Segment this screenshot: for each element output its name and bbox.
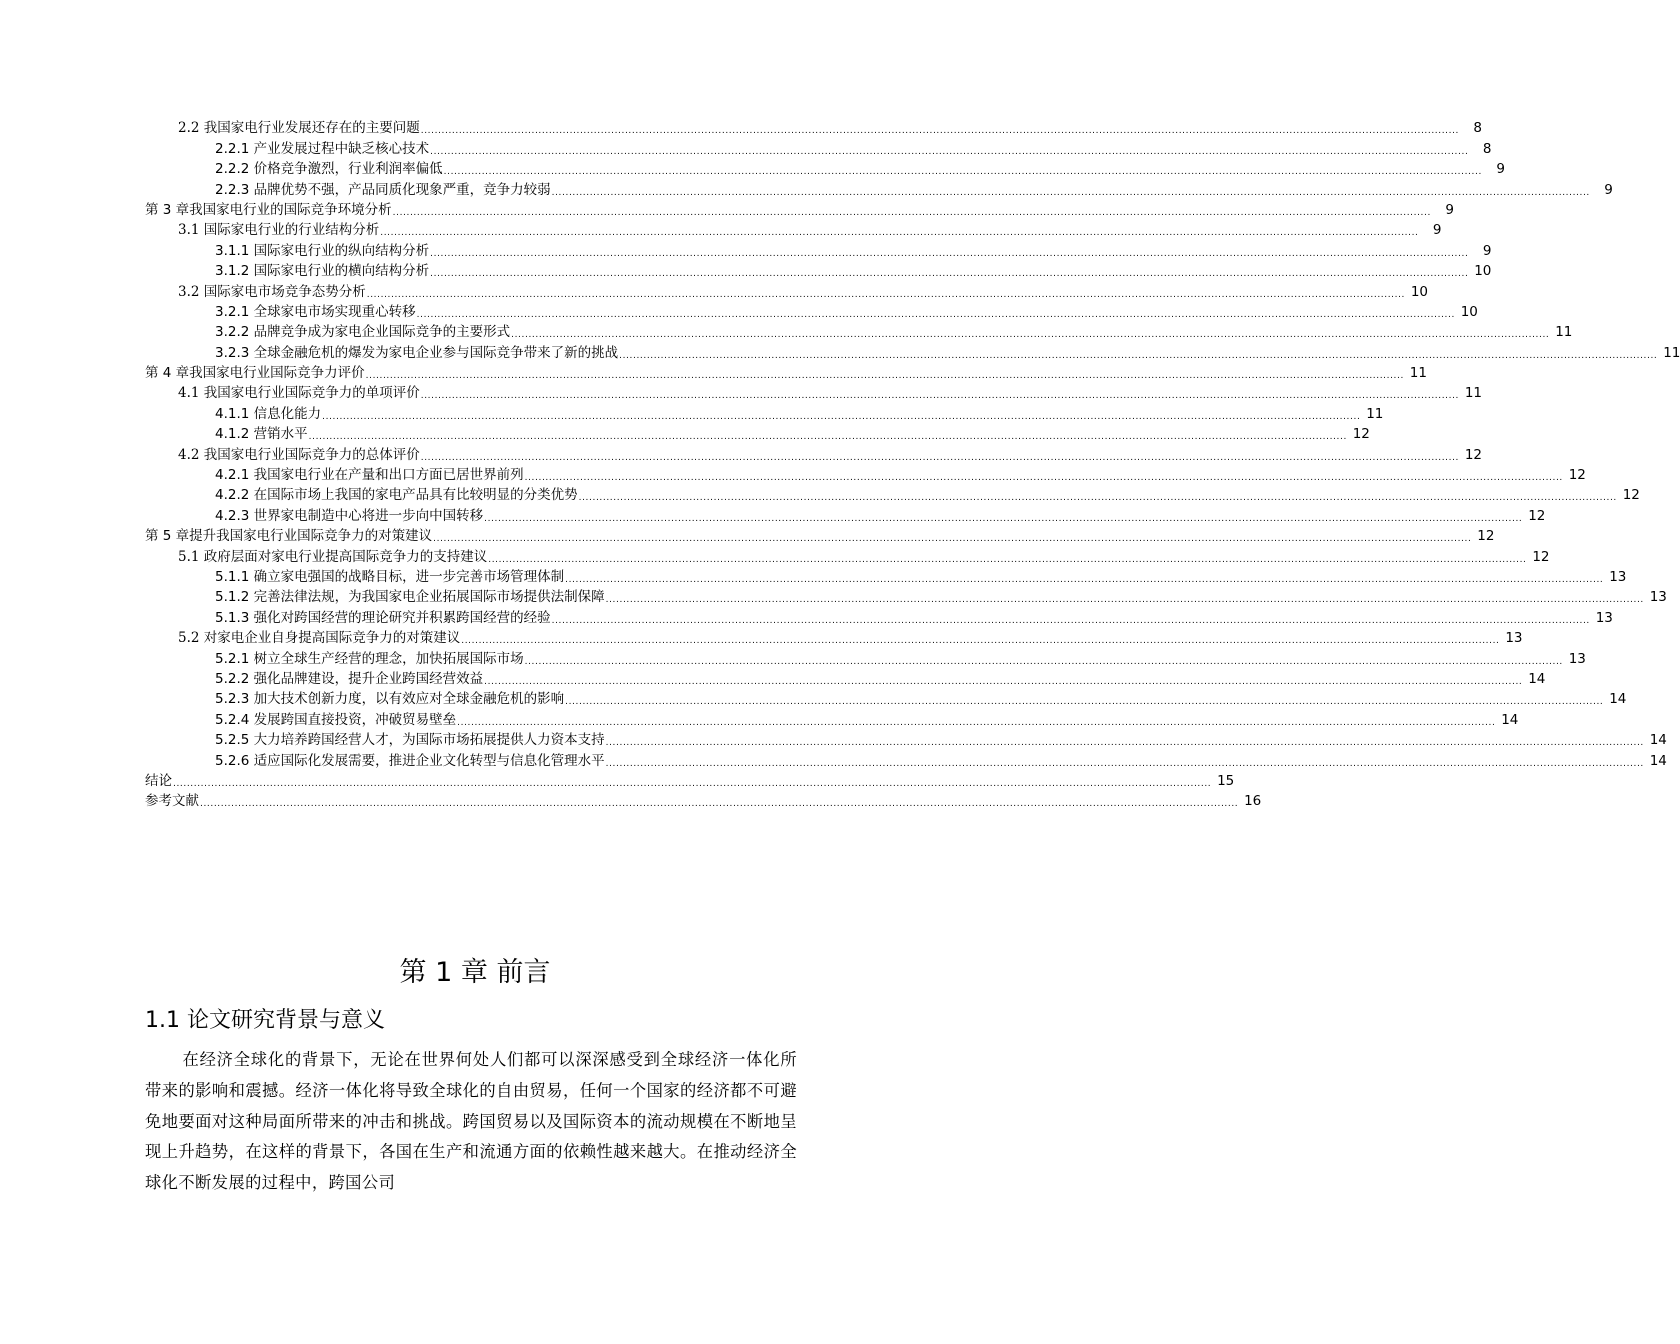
toc-entry[interactable] [145,464,1586,484]
toc-entry-page: 11 [1409,365,1427,382]
toc-entry-title: 5.1.2 完善法律法规，为我国家电企业拓展国际市场提供法制保障 [215,589,605,606]
toc-leader-dots: ............................................................................................................................................................................................................................................................................................................ [433,534,1472,545]
toc-entry-page: 16 [1244,793,1262,810]
toc-entry-page: 12 [1532,548,1550,565]
toc-entry-title: 4.1 我国家电行业国际竞争力的单项评价 [178,385,420,402]
toc-entry-page: 8 [1473,120,1483,137]
toc-entry-title: 5.2.3 加大技术创新力度，以有效应对全球金融危机的影响 [215,691,565,708]
toc-entry-title: 3.2.2 品牌竞争成为家电企业国际竞争的主要形式 [215,324,511,341]
toc-entry-page: 8 [1482,140,1492,157]
chapter-title: 第 1 章 前言 [399,957,551,988]
toc-entry-title: 2.2.2 价格竞争激烈，行业利润率偏低 [215,161,443,178]
toc-leader-dots: ............................................................................................................................................................................................................................................................................................................ [430,248,1469,259]
section-title: 1.1 论文研究背景与意义 [145,1008,385,1033]
toc-entry-title: 5.2.5 大力培养跨国经营人才，为国际市场拓展提供人力资本支持 [215,732,605,749]
toc-entry[interactable] [145,382,1483,402]
toc-leader-dots: ............................................................................................................................................................................................................................................................................................................ [551,187,1590,198]
toc-entry-page: 14 [1528,670,1546,687]
toc-leader-dots: ............................................................................................................................................................................................................................................................................................................ [488,554,1527,565]
toc-entry-page: 13 [1595,609,1613,626]
toc-entry-page: 11 [1663,344,1680,361]
toc-entry-title: 3.2 国际家电市场竞争态势分析 [178,283,366,300]
toc-entry-page: 9 [1604,181,1613,198]
toc-leader-dots: ............................................................................................................................................................................................................................................................................................................ [420,391,1460,402]
toc-entry-page: 13 [1649,589,1667,606]
toc-leader-dots: ............................................................................................................................................................................................................................................................................................................ [565,574,1604,585]
toc-leader-dots: ............................................................................................................................................................................................................................................................................................................ [443,167,1482,178]
toc-entry[interactable] [145,627,1523,647]
toc-entry[interactable] [145,606,1613,626]
toc-entry-title: 3.1.2 国际家电行业的横向结构分析 [215,263,430,280]
toc-entry-title: 5.1 政府层面对家电行业提高国际竞争力的支持建议 [178,548,488,565]
toc-leader-dots: ............................................................................................................................................................................................................................................................................................................ [380,228,1419,239]
toc-entry-page: 14 [1609,691,1627,708]
toc-entry-page: 12 [1528,507,1546,524]
toc-entry[interactable] [145,708,1519,728]
toc-entry-page: 13 [1505,630,1523,647]
toc-entry-title: 5.2.4 发展跨国直接投资，冲破贸易壁垒 [215,711,457,728]
toc-entry-title: 2.2.3 品牌优势不强，产品同质化现象严重，竞争力较弱 [215,181,551,198]
toc-entry[interactable] [145,219,1442,239]
toc-entry-page: 12 [1464,446,1483,463]
toc-leader-dots: ............................................................................................................................................................................................................................................................................................................ [430,146,1469,157]
toc-entry-title: 2.2.1 产业发展过程中缺乏核心技术 [215,140,430,157]
toc-entry[interactable] [145,321,1573,341]
toc-entry[interactable] [145,423,1370,443]
toc-leader-dots: ............................................................................................................................................................................................................................................................................................................ [420,126,1460,137]
toc-entry[interactable] [145,280,1429,300]
toc-entry-page: 12 [1568,467,1586,484]
toc-entry-title: 4.2.2 在国际市场上我国的家电产品具有比较明显的分类优势 [215,487,578,504]
toc-entry-title: 参考文献 [145,793,199,810]
toc-entry[interactable] [145,341,1680,361]
toc-entry[interactable] [145,117,1483,137]
body-paragraph: 在经济全球化的背景下，无论在世界何处人们都可以深深感受到全球经济一体化所带来的影响和震撼。经济一体化将导致全球化的自由贸易，任何一个国家的经济都不可避免地要面对这种局面所带来的冲击和挑战。跨国贸易以及国际资本的流动规模在不断地呈现上升趋势，在这样的背景下，各国在生产和流通方面的依赖性越来越大。在推动经济全球化不断发展的过程中，跨国公司 [145,1050,797,1193]
toc-entry[interactable] [145,239,1492,259]
toc-leader-dots: ............................................................................................................................................................................................................................................................................................................ [484,513,1523,524]
toc-entry[interactable] [145,402,1384,422]
toc-leader-dots: ............................................................................................................................................................................................................................................................................................................ [430,269,1469,280]
toc-entry-page: 10 [1460,303,1478,320]
toc-entry-title: 5.2.6 适应国际化发展需要，推进企业文化转型与信息化管理水平 [215,752,605,769]
table-of-contents [145,117,1680,810]
toc-entry-page: 12 [1352,426,1370,443]
toc-entry[interactable] [145,504,1546,524]
toc-entry-page: 9 [1496,161,1505,178]
toc-leader-dots: ............................................................................................................................................................................................................................................................................................................ [619,350,1658,361]
toc-entry-title: 4.2.1 我国家电行业在产量和出口方面已居世界前列 [215,467,524,484]
toc-entry-page: 14 [1649,732,1667,749]
toc-entry[interactable] [145,668,1546,688]
toc-entry[interactable] [145,260,1492,280]
toc-entry[interactable] [145,137,1492,157]
toc-entry[interactable] [145,647,1586,667]
toc-entry-page: 10 [1474,263,1492,280]
toc-entry[interactable] [145,362,1427,382]
toc-leader-dots: ............................................................................................................................................................................................................................................................................................................ [565,697,1604,708]
toc-leader-dots: ............................................................................................................................................................................................................................................................................................................ [524,656,1563,667]
toc-leader-dots: ............................................................................................................................................................................................................................................................................................................ [392,207,1431,218]
toc-leader-dots: ............................................................................................................................................................................................................................................................................................................ [366,289,1406,300]
toc-entry-title: 4.1.2 营销水平 [215,426,308,443]
toc-leader-dots: ............................................................................................................................................................................................................................................................................................................ [322,411,1361,422]
toc-entry[interactable] [145,688,1627,708]
toc-entry[interactable] [145,790,1262,810]
toc-entry-title: 4.2.3 世界家电制造中心将进一步向中国转移 [215,507,484,524]
toc-entry-title: 5.1.1 确立家电强国的战略目标，进一步完善市场管理体制 [215,568,565,585]
toc-entry-page: 9 [1445,201,1454,218]
toc-entry-title: 4.1.1 信息化能力 [215,405,322,422]
toc-entry-title: 第 4 章我国家电行业国际竞争力评价 [145,365,365,382]
toc-entry-title: 3.2.1 全球家电市场实现重心转移 [215,303,416,320]
toc-leader-dots: ............................................................................................................................................................................................................................................................................................................ [461,636,1500,647]
toc-entry[interactable] [145,301,1478,321]
toc-entry-title: 3.2.3 全球金融危机的爆发为家电企业参与国际竞争带来了新的挑战 [215,344,619,361]
toc-entry[interactable] [145,586,1667,606]
toc-entry-page: 14 [1649,752,1667,769]
toc-entry-page: 10 [1410,283,1429,300]
toc-leader-dots: ............................................................................................................................................................................................................................................................................................................ [457,717,1496,728]
toc-entry-page: 12 [1477,528,1495,545]
toc-entry[interactable] [145,443,1483,463]
toc-entry-title: 5.2.1 树立全球生产经营的理念，加快拓展国际市场 [215,650,524,667]
toc-entry-page: 13 [1568,650,1586,667]
toc-entry-title: 3.1 国际家电行业的行业结构分析 [178,222,380,239]
toc-leader-dots: ............................................................................................................................................................................................................................................................................................................ [551,615,1590,626]
toc-entry-title: 5.2.2 强化品牌建设，提升企业跨国经营效益 [215,670,484,687]
toc-entry[interactable] [145,749,1667,769]
toc-entry[interactable] [145,566,1627,586]
toc-leader-dots: ............................................................................................................................................................................................................................................................................................................ [173,778,1212,789]
toc-entry[interactable] [145,545,1550,565]
toc-leader-dots: ............................................................................................................................................................................................................................................................................................................ [605,595,1644,606]
toc-entry[interactable] [145,158,1505,178]
toc-entry-title: 3.1.1 国际家电行业的纵向结构分析 [215,242,430,259]
toc-leader-dots: ............................................................................................................................................................................................................................................................................................................ [484,676,1523,687]
toc-leader-dots: ............................................................................................................................................................................................................................................................................................................ [200,799,1239,810]
toc-entry-page: 11 [1464,385,1483,402]
toc-leader-dots: ............................................................................................................................................................................................................................................................................................................ [605,738,1644,749]
toc-entry[interactable] [145,199,1454,219]
toc-leader-dots: ............................................................................................................................................................................................................................................................................................................ [308,432,1347,443]
toc-entry-page: 9 [1482,242,1492,259]
toc-entry[interactable] [145,770,1235,790]
toc-leader-dots: ............................................................................................................................................................................................................................................................................................................ [511,330,1550,341]
toc-entry-title: 4.2 我国家电行业国际竞争力的总体评价 [178,446,420,463]
toc-entry[interactable] [145,729,1667,749]
toc-entry-page: 9 [1432,222,1442,239]
toc-entry[interactable] [145,484,1640,504]
toc-entry[interactable] [145,178,1613,198]
toc-entry-page: 13 [1609,568,1627,585]
toc-leader-dots: ............................................................................................................................................................................................................................................................................................................ [416,309,1455,320]
toc-entry-page: 15 [1217,772,1235,789]
toc-entry-title: 第 3 章我国家电行业的国际竞争环境分析 [145,201,392,218]
toc-leader-dots: ............................................................................................................................................................................................................................................................................................................ [420,452,1460,463]
toc-leader-dots: ............................................................................................................................................................................................................................................................................................................ [605,758,1644,769]
toc-entry-page: 11 [1366,405,1384,422]
toc-entry-title: 2.2 我国家电行业发展还存在的主要问题 [178,120,420,137]
toc-entry-page: 11 [1555,324,1573,341]
toc-entry-title: 5.2 对家电企业自身提高国际竞争力的对策建议 [178,630,461,647]
toc-entry-title: 第 5 章提升我国家电行业国际竞争力的对策建议 [145,528,433,545]
toc-entry-title: 5.1.3 强化对跨国经营的理论研究并积累跨国经营的经验 [215,609,551,626]
toc-leader-dots: ............................................................................................................................................................................................................................................................................................................ [365,371,1404,382]
toc-entry[interactable] [145,525,1495,545]
toc-leader-dots: ............................................................................................................................................................................................................................................................................................................ [524,473,1563,484]
toc-entry-title: 结论 [145,772,172,789]
toc-entry-page: 14 [1501,711,1519,728]
toc-leader-dots: ............................................................................................................................................................................................................................................................................................................ [578,493,1617,504]
toc-entry-page: 12 [1622,487,1640,504]
